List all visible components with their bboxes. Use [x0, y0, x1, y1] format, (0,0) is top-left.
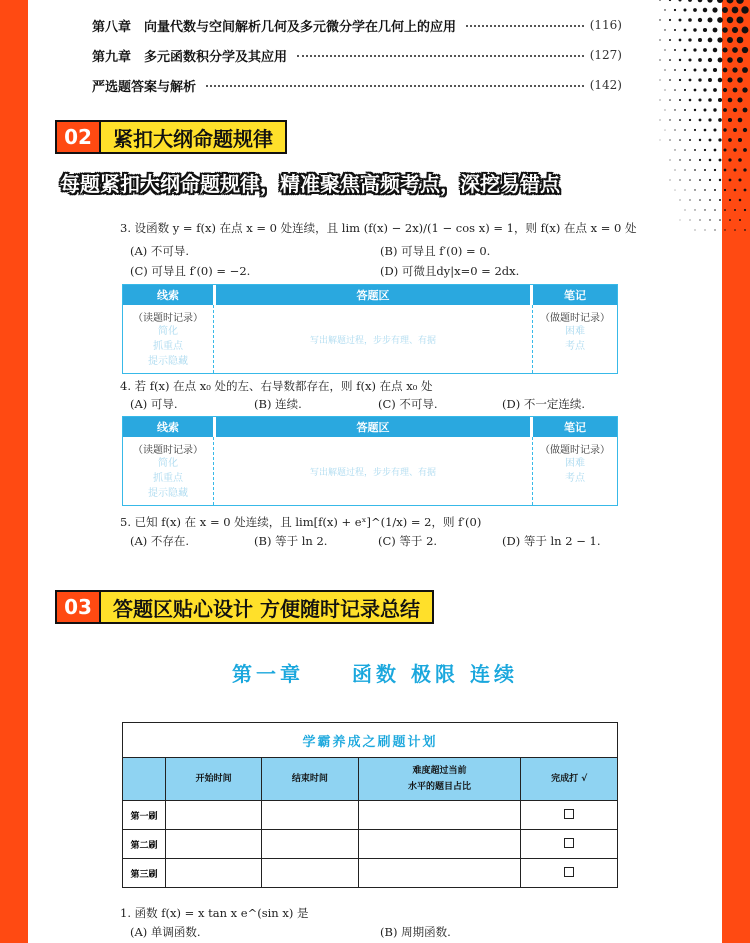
- clue-header: 线索: [123, 285, 213, 305]
- row-label: 第三刷: [123, 859, 166, 888]
- column-header: 完成打 √: [521, 758, 618, 801]
- input-cell[interactable]: [262, 801, 358, 830]
- input-cell[interactable]: [166, 830, 262, 859]
- section-number: 03: [55, 590, 101, 624]
- option[interactable]: (B) 连续.: [254, 397, 302, 411]
- input-cell[interactable]: [358, 859, 521, 888]
- practice-plan-table: [122, 722, 618, 888]
- option[interactable]: (D) 不一定连续.: [502, 397, 586, 411]
- answer-cell[interactable]: 写出解题过程，步步有理、有据: [309, 335, 436, 346]
- option[interactable]: (A) 不可导.: [130, 244, 190, 258]
- question-1-stem: 1. 函数 f(x) = x tan x e^(sin x) 是: [120, 906, 309, 920]
- option[interactable]: (B) 等于 ln 2.: [254, 534, 328, 548]
- toc-item[interactable]: [92, 70, 622, 100]
- option[interactable]: (A) 不存在.: [130, 534, 190, 548]
- clue-cell[interactable]: （读题时记录） 简化 抓重点 提示隐藏: [123, 305, 214, 373]
- table-of-contents: [92, 10, 622, 100]
- checkbox[interactable]: [564, 809, 574, 819]
- section-title: 紧扣大纲命题规律: [101, 120, 287, 154]
- checkbox[interactable]: [564, 867, 574, 877]
- section-tagline: 每题紧扣大纲命题规律，精准聚焦高频考点，深挖易错点: [60, 172, 560, 196]
- toc-title: 第八章 向量代数与空间解析几何及多元微分学在几何上的应用: [92, 19, 457, 35]
- toc-page: (116): [589, 18, 622, 32]
- input-cell[interactable]: [166, 859, 262, 888]
- clue-label: （读题时记录）: [133, 445, 203, 456]
- table-row: [123, 859, 618, 888]
- answer-table-1: [122, 284, 618, 374]
- corner-cell: [123, 758, 166, 801]
- input-cell[interactable]: [166, 801, 262, 830]
- table-row: [123, 830, 618, 859]
- option[interactable]: (B) 可导且 f′(0) = 0.: [380, 244, 491, 258]
- column-header: 结束时间: [262, 758, 358, 801]
- question-5-options: [130, 533, 652, 549]
- checkbox[interactable]: [564, 838, 574, 848]
- clue-header: 线索: [123, 417, 213, 437]
- halftone-dots-decoration: [640, 0, 750, 240]
- table-row: [123, 801, 618, 830]
- question-4-options: [130, 396, 652, 412]
- checkbox-cell: [521, 801, 618, 830]
- toc-item[interactable]: [92, 10, 622, 40]
- notes-cell[interactable]: （做题时记录） 困难 考点: [532, 437, 617, 505]
- answer-table-2: [122, 416, 618, 506]
- answer-header: 答题区: [216, 417, 530, 437]
- toc-page: (127): [589, 48, 622, 62]
- toc-title: 第九章 多元函数积分学及其应用: [92, 49, 288, 65]
- notes-label: （做题时记录）: [540, 313, 610, 324]
- question-5-stem: 5. 已知 f(x) 在 x = 0 处连续，且 lim[f(x) + eˣ]^(1/x) = 2，则 f′(0): [120, 515, 482, 529]
- option[interactable]: (B) 周期函数.: [380, 925, 451, 939]
- notes-label: （做题时记录）: [540, 445, 610, 456]
- column-header: 难度超过当前 水平的题目占比: [358, 758, 521, 801]
- answer-cell[interactable]: 写出解题过程，步步有理、有据: [309, 467, 436, 478]
- input-cell[interactable]: [262, 830, 358, 859]
- clue-cell[interactable]: （读题时记录） 简化 抓重点 提示隐藏: [123, 437, 214, 505]
- column-header: 开始时间: [166, 758, 262, 801]
- notes-header: 笔记: [533, 417, 617, 437]
- toc-item[interactable]: [92, 40, 622, 70]
- section-header-03: [55, 592, 434, 622]
- option[interactable]: (D) 等于 ln 2 − 1.: [502, 534, 601, 548]
- notes-cell[interactable]: （做题时记录） 困难 考点: [532, 305, 617, 373]
- chapter-title: 第一章 函数 极限 连续: [232, 662, 518, 686]
- option[interactable]: (A) 可导.: [130, 397, 178, 411]
- input-cell[interactable]: [358, 830, 521, 859]
- checkbox-cell: [521, 859, 618, 888]
- input-cell[interactable]: [358, 801, 521, 830]
- plan-title: 学霸养成之刷题计划: [123, 723, 618, 758]
- toc-page: (142): [589, 78, 622, 92]
- row-label: 第一刷: [123, 801, 166, 830]
- section-number: 02: [55, 120, 101, 154]
- option[interactable]: (C) 等于 2.: [378, 534, 438, 548]
- option[interactable]: (A) 单调函数.: [130, 925, 201, 939]
- row-label: 第二刷: [123, 830, 166, 859]
- question-3-stem: 3. 设函数 y = f(x) 在点 x = 0 处连续，且 lim (f(x) − 2x)/(1 − cos x) = 1，则 f(x) 在点 x = 0 处: [120, 221, 637, 235]
- checkbox-cell: [521, 830, 618, 859]
- toc-title: 严选题答案与解析: [92, 79, 197, 95]
- option[interactable]: (C) 可导且 f′(0) = −2.: [130, 264, 251, 278]
- question-1-options: [130, 924, 630, 940]
- option[interactable]: (D) 可微且dy|x=0 = 2dx.: [380, 264, 520, 278]
- clue-label: （读题时记录）: [133, 313, 203, 324]
- notes-header: 笔记: [533, 285, 617, 305]
- question-3-options: [130, 243, 630, 279]
- option[interactable]: (C) 不可导.: [378, 397, 438, 411]
- section-title: 答题区贴心设计 方便随时记录总结: [101, 590, 434, 624]
- input-cell[interactable]: [262, 859, 358, 888]
- question-4-stem: 4. 若 f(x) 在点 x₀ 处的左、右导数都存在，则 f(x) 在点 x₀ 处: [120, 379, 433, 393]
- answer-header: 答题区: [216, 285, 530, 305]
- section-header-02: [55, 122, 287, 152]
